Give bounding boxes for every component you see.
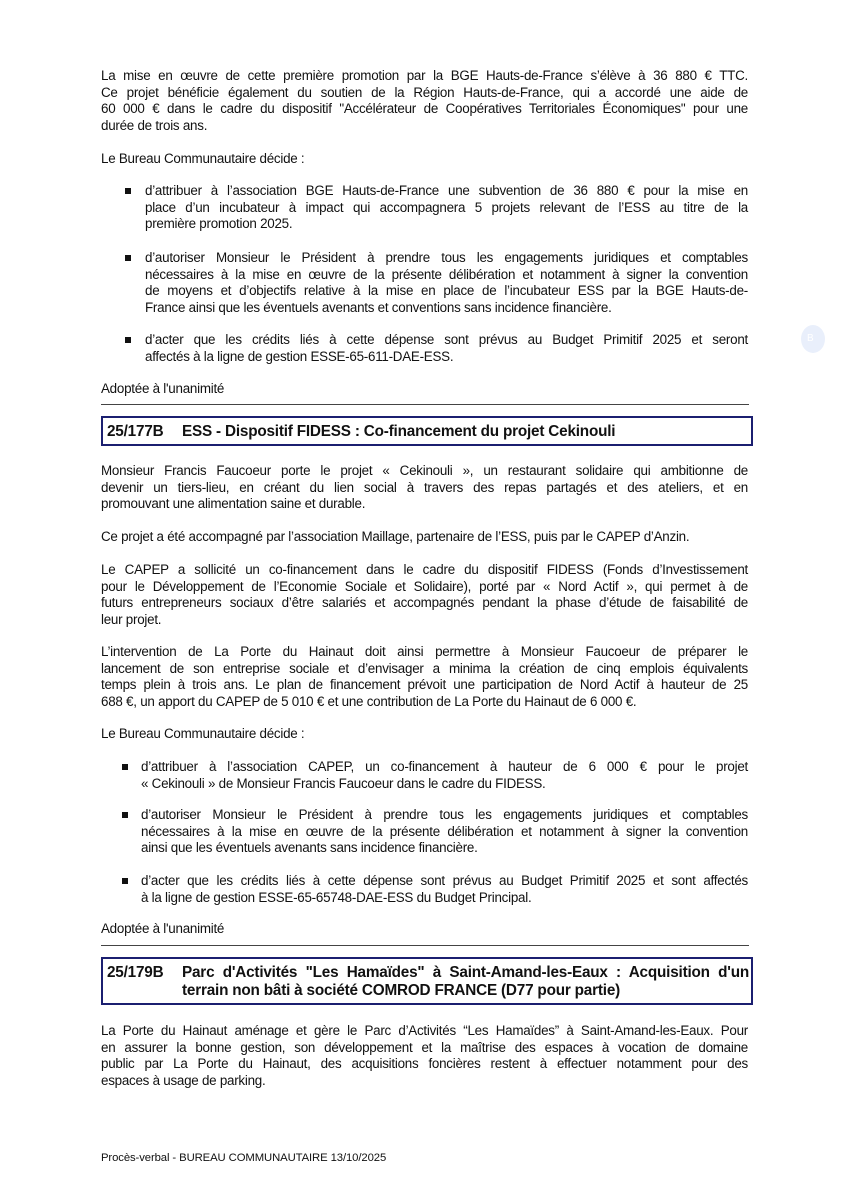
text-line: La mise en œuvre de cette première promotion par la BGE Hauts-de-France s’élève à 36 880 € TTC. (101, 68, 748, 83)
text-line: d’attribuer à l’association CAPEP, un co-financement à hauteur de 6 000 € pour le projet (141, 759, 748, 774)
adopted-label: Adoptée à l'unanimité (101, 921, 225, 936)
decides-label: Le Bureau Communautaire décide : (101, 726, 305, 741)
text-line: La Porte du Hainaut aménage et gère le Parc d’Activités “Les Hamaïdes” à Saint-Amand-les-Eaux. Pour (101, 1023, 748, 1038)
title-line: ESS - Dispositif FIDESS : Co-financement du projet Cekinouli (182, 423, 616, 440)
decision-item (141, 807, 748, 857)
text-line: première promotion 2025. (145, 216, 293, 231)
text-line: futurs entrepreneurs sociaux d’être salariés et accompagnés pendant la phase d’étude de faisabilité de (101, 595, 748, 610)
bullet-icon (122, 764, 128, 770)
decides-label: Le Bureau Communautaire décide : (101, 151, 305, 166)
text-line: à la ligne de gestion ESSE-65-65748-DAE-ESS du Budget Principal. (141, 889, 532, 905)
paragraph (101, 463, 748, 513)
text-line: temps plein à trois ans. Le plan de financement prévoit une participation de Nord Actif à hauteur de 25 (101, 677, 748, 692)
text-line: de moyens et d’objectifs relative à la mise en place de l’incubateur ESS par la BGE Hauts-de- (145, 283, 748, 298)
decision-item (145, 250, 748, 316)
decision-item (141, 873, 748, 906)
text-line: pour le Développement de l’Economie Sociale et Solidaire), porté par « Nord Actif », qui permet à de (101, 578, 748, 594)
text-line: lancement de son entreprise sociale et d’envisager a minima la création de cinq emplois équivalents (101, 660, 748, 676)
text-line: d’autoriser Monsieur le Président à prendre tous les engagements juridiques et comptables (145, 250, 748, 265)
text-line: ainsi que les éventuels avenants sans incidence financière. (141, 840, 478, 855)
text-line: d’autoriser Monsieur le Président à prendre tous les engagements juridiques et comptables (141, 807, 748, 822)
section-divider (101, 404, 749, 405)
text-line: Ce projet a été accompagné par l’association Maillage, partenaire de l’ESS, puis par le CAPEP d’Anzin. (101, 529, 690, 544)
bullet-icon (122, 812, 128, 818)
deliberation-number: 25/179B (107, 964, 164, 981)
text-line: devenir un tiers-lieu, en créant du lien social à travers des repas partagés et des ateliers, et en (101, 479, 748, 495)
text-line: durée de trois ans. (101, 117, 208, 133)
text-line: Monsieur Francis Faucoeur porte le projet « Cekinouli », un restaurant solidaire qui ambitionne de (101, 463, 748, 478)
text-line: d’acter que les crédits liés à cette dépense sont prévus au Budget Primitif 2025 et sont affectés (141, 873, 748, 888)
decision-item (145, 332, 748, 365)
text-line: « Cekinouli » de Monsieur Francis Faucoeur dans le cadre du FIDESS. (141, 775, 546, 791)
bullet-icon (125, 255, 131, 261)
title-line: terrain non bâti à société COMROD FRANCE (D77 pour partie) (182, 982, 621, 999)
section-header-177 (101, 416, 753, 446)
text-line: affectés à la ligne de gestion ESSE-65-611-DAE-ESS. (145, 348, 454, 364)
section-divider (101, 945, 749, 946)
text-line: France ainsi que les éventuels avenants et conventions sans incidence financière. (145, 299, 612, 315)
paragraph (101, 529, 748, 546)
section-title (182, 423, 749, 441)
intro-paragraph (101, 68, 748, 134)
decision-intro (101, 151, 748, 168)
page-footer: Procès-verbal - BUREAU COMMUNAUTAIRE 13/10/2025 (101, 1152, 387, 1164)
text-line: en assurer la bonne gestion, son développement et la maîtrise des espaces à vocation de domaine (101, 1039, 748, 1055)
text-line: Ce projet bénéficie également du soutien de la Région Hauts-de-France, qui a accordé une aide de (101, 84, 748, 100)
section-header-179 (101, 957, 753, 1005)
text-line: 688 €, un apport du CAPEP de 5 010 € et une contribution de La Porte du Hainaut de 6 000 €. (101, 693, 637, 709)
text-line: L’intervention de La Porte du Hainaut doit ainsi permettre à Monsieur Faucoeur de préparer le (101, 644, 748, 659)
text-line: Le CAPEP a sollicité un co-financement dans le cadre du dispositif FIDESS (Fonds d’Investissement (101, 562, 748, 577)
deliberation-number: 25/177B (107, 423, 164, 440)
bullet-icon (125, 337, 131, 343)
adoption-status (101, 381, 748, 398)
text-line: d’acter que les crédits liés à cette dépense sont prévus au Budget Primitif 2025 et seront (145, 332, 748, 347)
paragraph (101, 1023, 748, 1089)
decision-intro (101, 726, 748, 743)
section-title (182, 964, 749, 1000)
adopted-label: Adoptée à l'unanimité (101, 381, 225, 396)
text-line: espaces à usage de parking. (101, 1072, 266, 1088)
paragraph (101, 562, 748, 628)
side-badge: B (801, 325, 825, 353)
bullet-icon (122, 878, 128, 884)
bullet-icon (125, 188, 131, 194)
adoption-status (101, 921, 748, 938)
text-line: nécessaires à la mise en œuvre de la présente délibération et notamment à signer la convention (145, 266, 748, 282)
text-line: d’attribuer à l’association BGE Hauts-de-France une subvention de 36 880 € pour la mise en (145, 183, 748, 198)
text-line: public par La Porte du Hainaut, des acquisitions foncières restent à effectuer notamment pour des (101, 1056, 748, 1071)
decision-item (141, 759, 748, 792)
paragraph (101, 644, 748, 710)
text-line: promouvant une alimentation saine et durable. (101, 496, 366, 511)
text-line: 60 000 € dans le cadre du dispositif "Accélérateur de Coopératives Territoriales Économiques" pour une (101, 101, 748, 116)
text-line: place d’un incubateur à impact qui accompagnera 5 projets relevant de l’ESS au titre de la (145, 199, 748, 215)
text-line: nécessaires à la mise en œuvre de la présente délibération et notamment à signer la convention (141, 823, 748, 839)
text-line: leur projet. (101, 611, 162, 627)
title-line: Parc d'Activités "Les Hamaïdes" à Saint-Amand-les-Eaux : Acquisition d'un (182, 964, 749, 981)
decision-item (145, 183, 748, 233)
